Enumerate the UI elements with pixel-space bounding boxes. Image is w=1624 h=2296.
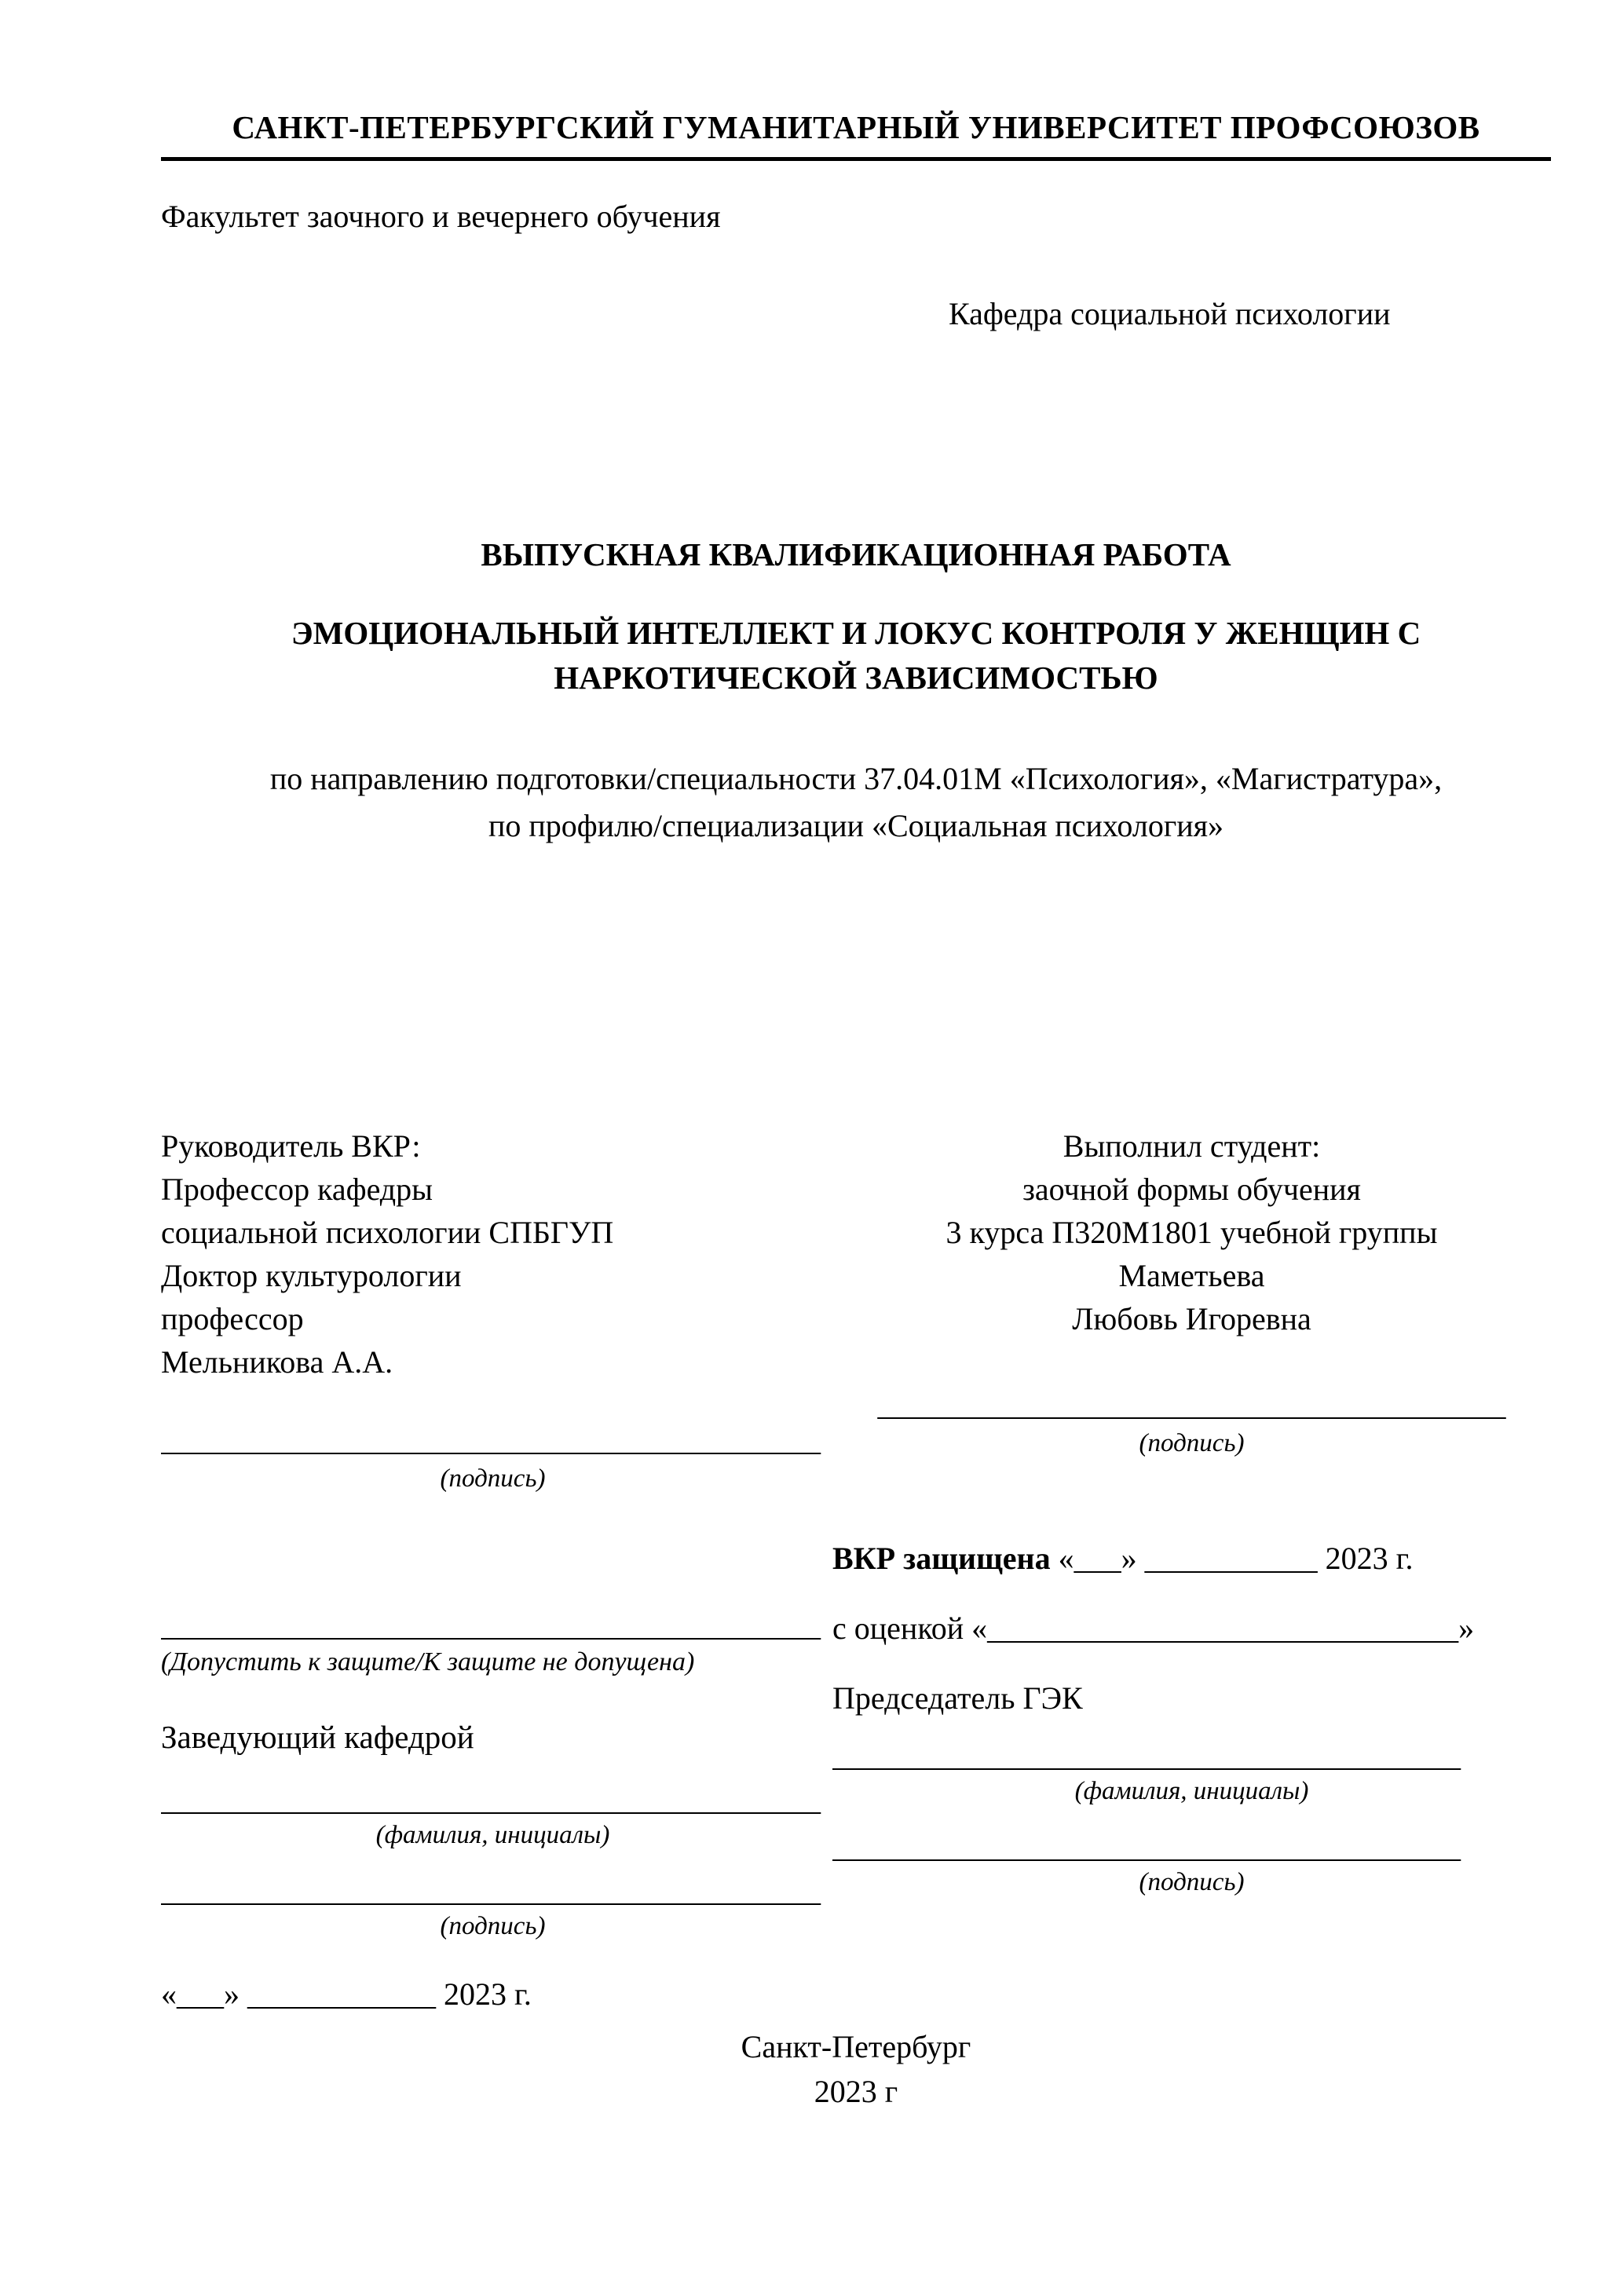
student-signature-line: ________________________________________ [877,1387,1506,1422]
footer-block [161,2024,1551,2114]
faculty-line: Факультет заочного и вечернего обучения [161,199,721,234]
supervisor-department-line: социальной психологии СПБГУП [161,1215,614,1250]
supervisor-role-line: Руководитель ВКР: [161,1128,421,1164]
gek-name-caption: (фамилия, инициалы) [1074,1777,1309,1805]
student-group-line: 3 курса П320М1801 учебной группы [946,1215,1438,1250]
student-surname-line: Маметьева [1118,1258,1265,1293]
gek-signature-blank-line: ________________________________________ [832,1829,1461,1864]
supervisor-name-line: Мельникова А.А. [161,1344,393,1380]
head-signature-blank-line: __________________________________________ [161,1873,821,1908]
head-signature-caption: (подпись) [440,1912,546,1940]
supervisor-rank-line: профессор [161,1301,304,1336]
thesis-title [161,611,1551,700]
defense-date-line [832,1540,1551,1577]
footer-city: Санкт-Петербург [741,2029,971,2064]
admission-blank-line: __________________________________________ [161,1607,821,1643]
admission-date-line: «___» ____________ 2023 г. [161,1976,532,2012]
footer-year: 2023 г [814,2074,898,2109]
student-name-line: Любовь Игоревна [1072,1301,1311,1336]
thesis-title-line-2: НАРКОТИЧЕСКОЙ ЗАВИСИМОСТЬЮ [554,660,1158,696]
university-header: САНКТ-ПЕТЕРБУРГСКИЙ ГУМАНИТАРНЫЙ УНИВЕРСИТЕТ ПРОФСОЮЗОВ [161,108,1551,161]
thesis-title-line-1: ЭМОЦИОНАЛЬНЫЙ ИНТЕЛЛЕКТ И ЛОКУС КОНТРОЛЯ У ЖЕНЩИН С [291,615,1421,651]
department-line: Кафедра социальной психологии [948,296,1391,331]
supervisor-degree-line: Доктор культурологии [161,1258,462,1293]
student-role-line: Выполнил студент: [1063,1128,1321,1164]
head-of-department-label: Заведующий кафедрой [161,1719,474,1755]
student-defense-column [832,1124,1551,1899]
defense-defended-label: ВКР защищена [832,1541,1051,1576]
student-signature-caption: (подпись) [1139,1429,1245,1457]
gek-signature-caption: (подпись) [1139,1868,1245,1896]
defense-defended-rest: «___» ___________ 2023 г. [1050,1541,1414,1576]
admission-caption: (Допустить к защите/К защите не допущена) [161,1647,695,1676]
gek-chairman-label: Председатель ГЭК [832,1680,1083,1716]
specialty-line-1: по направлению подготовки/специальности 37.04.01М «Психология», «Магистратура», [269,761,1443,796]
gek-name-blank-line: ________________________________________ [832,1738,1461,1773]
head-name-blank-line: __________________________________________ [161,1782,821,1817]
supervisor-signature-line: __________________________________________ [161,1422,821,1457]
work-type-title: ВЫПУСКНАЯ КВАЛИФИКАЦИОННАЯ РАБОТА [481,536,1231,572]
student-study-form-line: заочной формы обучения [1022,1172,1361,1207]
supervisor-admission-column [161,1124,825,2013]
head-name-caption: (фамилия, инициалы) [375,1821,610,1849]
specialty-line-2: по профилю/специализации «Социальная психология» [488,808,1224,843]
specialty-block [161,755,1551,850]
supervisor-signature-caption: (подпись) [440,1464,546,1493]
supervisor-position-line: Профессор кафедры [161,1172,433,1207]
defense-grade-line: с оценкой «______________________________» [832,1610,1475,1646]
